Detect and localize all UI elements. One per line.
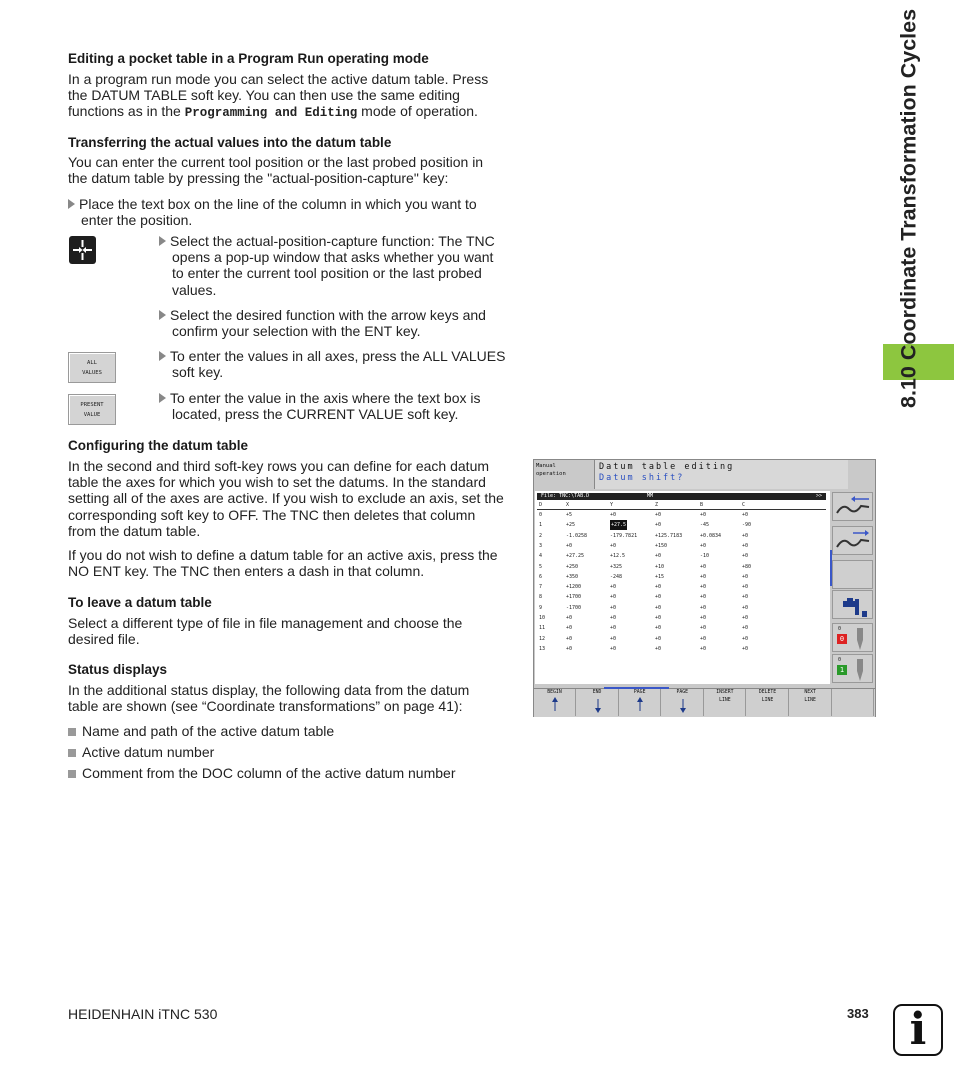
table-cell[interactable]: +0 — [566, 542, 573, 549]
table-cell[interactable]: +0 — [742, 512, 749, 518]
table-cell[interactable]: +0 — [700, 604, 707, 611]
table-cell[interactable]: -1700 — [566, 604, 582, 611]
table-cell[interactable]: +0 — [700, 512, 707, 518]
side-softkey-coolant[interactable] — [832, 590, 873, 619]
table-cell[interactable]: +0 — [655, 512, 662, 518]
table-row[interactable] — [537, 644, 826, 654]
arrow-bullet-icon — [159, 393, 166, 403]
table-cell[interactable]: +0 — [655, 604, 662, 611]
all-values-softkey[interactable]: ALL VALUES — [68, 352, 116, 383]
table-cell[interactable]: +0 — [610, 645, 617, 652]
table-cell[interactable]: +0 — [610, 604, 617, 611]
arrow-down-icon — [577, 697, 619, 713]
table-cell[interactable]: +0 — [742, 645, 749, 652]
table-cell[interactable]: +1700 — [566, 594, 582, 601]
table-cell[interactable]: +1200 — [566, 584, 582, 591]
bottom-softkey[interactable] — [832, 689, 874, 716]
paragraph-leave: Select a different type of file in file management and choose the desired file. — [68, 615, 463, 648]
info-icon: i — [893, 1004, 943, 1056]
table-cell[interactable]: +0 — [700, 625, 707, 632]
softkey-label: LINE — [804, 698, 816, 703]
list-item: Active datum number — [68, 744, 518, 760]
present-value-softkey[interactable]: PRESENT VALUE — [68, 394, 116, 425]
table-row[interactable] — [537, 520, 826, 530]
table-cell[interactable]: +0 — [610, 542, 617, 549]
list-item: Comment from the DOC column of the active datum number — [68, 765, 518, 781]
table-cell[interactable]: 13 — [539, 645, 546, 652]
square-bullet-icon — [68, 749, 76, 757]
heading-status-displays: Status displays — [68, 662, 168, 677]
table-cell[interactable]: +0 — [742, 594, 749, 601]
paragraph-configure: In the second and third soft-key rows you can define for each datum table the axes for which you wish to set the datums. In the standard setting all of the axes are active. If you wish to exclude an axis, set the corresponding soft key to OFF. The TNC then deletes that column from the datum table. — [68, 458, 504, 539]
table-cell[interactable]: +0 — [742, 625, 749, 632]
off-badge: 0 — [837, 634, 847, 644]
table-cell[interactable]: 1 — [539, 522, 543, 529]
table-cell[interactable]: +0 — [700, 615, 707, 621]
step-place-text-box: Place the text box on the line of the column in which you want to enter the position. — [68, 196, 518, 228]
footer-manual-name: HEIDENHAIN iTNC 530 — [68, 1006, 218, 1022]
table-cell[interactable]: 0 — [539, 512, 543, 518]
heading-edit-pocket-table: Editing a pocket table in a Program Run operating mode — [68, 51, 429, 66]
table-row[interactable] — [537, 634, 826, 644]
table-cell[interactable]: +0 — [655, 645, 662, 652]
column-header: D — [539, 502, 543, 508]
table-cell[interactable]: 9 — [539, 604, 543, 611]
coolant-tap-icon — [833, 591, 874, 620]
table-cell[interactable]: +0 — [610, 625, 617, 632]
heading-leave-datum-table: To leave a datum table — [68, 595, 212, 610]
column-header: X — [566, 502, 570, 508]
bottom-softkey[interactable] — [790, 689, 832, 716]
page-left-icon — [833, 493, 874, 522]
table-cell[interactable]: +0 — [655, 594, 662, 601]
table-cell[interactable]: +0 — [610, 512, 617, 518]
paragraph-program-run: In a program run mode you can select the active datum table. Press the DATUM TABLE soft key. You can then use the same editing functions as in the Programming and Editing mode of operation. — [68, 71, 489, 121]
table-cell[interactable]: +325 — [610, 563, 623, 570]
square-bullet-icon — [68, 770, 76, 778]
crosshair-icon — [69, 236, 96, 264]
table-cell[interactable]: +0 — [566, 635, 573, 642]
table-cell[interactable]: 3 — [539, 542, 543, 549]
table-cell[interactable]: +0 — [742, 542, 749, 549]
table-cell[interactable]: +0 — [610, 635, 617, 642]
table-cell[interactable]: 4 — [539, 553, 543, 560]
bottom-softkey[interactable] — [534, 689, 576, 716]
arrow-down-icon — [662, 697, 704, 713]
table-cell[interactable]: +0 — [610, 615, 617, 621]
softkey-label: PAGE — [633, 690, 646, 695]
softkey-label: INSERT — [716, 690, 734, 695]
table-cell[interactable]: +125.7183 — [655, 532, 683, 539]
table-cell[interactable]: +0 — [655, 584, 662, 591]
table-cell[interactable]: -248 — [610, 573, 623, 580]
table-cell[interactable]: +12.5 — [610, 553, 626, 560]
bottom-softkey-bar — [534, 688, 875, 717]
table-cell[interactable]: 12 — [539, 635, 546, 642]
table-cell[interactable]: +15 — [655, 573, 665, 580]
table-cell[interactable]: +0 — [655, 553, 662, 560]
arrow-up-icon — [619, 697, 661, 713]
softkey-label: END — [592, 690, 602, 695]
table-cell[interactable]: 8 — [539, 594, 543, 601]
table-cell[interactable]: +0 — [742, 584, 749, 591]
bottom-softkey[interactable] — [577, 689, 619, 716]
table-cell[interactable]: +0 — [742, 553, 749, 560]
table-header-row — [537, 501, 826, 510]
actual-position-capture-key[interactable] — [69, 236, 96, 264]
step-current-value: To enter the value in the axis where the text box is located, press the CURRENT VALUE soft key. — [159, 390, 519, 422]
table-cell[interactable]: +0 — [700, 584, 707, 591]
table-cell[interactable]: +150 — [655, 542, 668, 549]
table-cell[interactable]: +80 — [742, 563, 752, 570]
screen-mode-label: Manual operation — [536, 463, 566, 477]
table-cell[interactable]: +0 — [742, 604, 749, 611]
step-select-capture: Select the actual-position-capture function: The TNC opens a pop-up window that asks whether you want to enter the current tool position or the last probed values. — [159, 233, 519, 298]
table-cell[interactable]: +0 — [566, 615, 573, 621]
arrow-bullet-icon — [159, 236, 166, 246]
table-cell[interactable]: +0 — [610, 584, 617, 591]
table-cell[interactable]: +0 — [610, 594, 617, 601]
arrow-bullet-icon — [159, 310, 166, 320]
text-box-cursor[interactable]: +27.5 — [611, 522, 627, 529]
table-cell[interactable]: +0 — [700, 594, 707, 601]
bottom-softkey[interactable] — [619, 689, 661, 716]
bottom-softkey[interactable] — [662, 689, 704, 716]
column-header: Z — [655, 502, 659, 508]
column-header: Y — [610, 502, 614, 508]
square-bullet-icon — [68, 728, 76, 736]
table-row[interactable] — [537, 613, 826, 623]
table-cell[interactable]: +0 — [566, 625, 573, 632]
table-cell[interactable]: +0 — [742, 635, 749, 642]
table-cell[interactable]: -10 — [700, 553, 710, 560]
bottom-softkey[interactable] — [747, 689, 789, 716]
softkey-label: PAGE — [676, 690, 689, 695]
table-cell[interactable]: +0 — [742, 615, 749, 621]
side-softkeys — [832, 488, 874, 684]
table-cell[interactable]: 6 — [539, 573, 543, 580]
chapter-title: 8.10 Coordinate Transformation Cycles — [896, 8, 921, 408]
file-bar: File: TNC:\TAB.D MM >> — [537, 493, 826, 500]
softkey-label: BEGIN — [547, 690, 562, 695]
page-right-icon — [833, 527, 874, 556]
table-cell[interactable]: +350 — [566, 573, 579, 580]
table-cell[interactable]: +0.0834 — [700, 532, 722, 539]
paragraph-transfer: You can enter the current tool position or the last probed position in the datum table by pressing the "actual-position-capture" key: — [68, 154, 484, 187]
bottom-softkey[interactable] — [704, 689, 746, 716]
table-row[interactable] — [537, 603, 826, 613]
table-cell[interactable]: 11 — [539, 625, 546, 632]
table-cell[interactable]: +10 — [655, 563, 665, 570]
table-cell[interactable]: +0 — [655, 635, 662, 642]
side-softkey-spindle-on[interactable]: 0 1 — [832, 654, 873, 683]
side-softkey-page-right[interactable] — [832, 526, 873, 555]
table-cell[interactable]: 5 — [539, 563, 543, 570]
table-cell[interactable]: +0 — [700, 563, 707, 570]
table-cell[interactable]: +0 — [700, 573, 707, 580]
arrow-bullet-icon — [159, 351, 166, 361]
table-cell[interactable]: +0 — [700, 542, 707, 549]
table-row[interactable] — [537, 592, 826, 602]
table-cell[interactable]: 10 — [539, 615, 546, 621]
table-cell[interactable]: -45 — [700, 522, 710, 529]
arrow-bullet-icon — [68, 199, 75, 209]
table-cell[interactable]: +0 — [655, 615, 662, 621]
softkey-label: LINE — [761, 698, 774, 703]
on-badge: 1 — [837, 665, 847, 675]
table-cell[interactable]: +25 — [566, 522, 576, 529]
table-cell[interactable]: +0 — [566, 645, 573, 652]
side-softkey-spindle-off[interactable]: 0 0 — [832, 623, 873, 652]
table-cell[interactable]: +0 — [655, 522, 662, 529]
table-row[interactable] — [537, 582, 826, 592]
heading-transfer-actual-values: Transferring the actual values into the datum table — [68, 135, 392, 150]
table-cell[interactable]: +250 — [566, 563, 579, 570]
softkey-label: DELETE — [758, 690, 777, 695]
table-cell[interactable]: +0 — [742, 573, 749, 580]
column-header: C — [742, 502, 746, 508]
status-bullet-list — [68, 723, 518, 782]
table-cell[interactable]: +0 — [742, 532, 749, 539]
table-row[interactable] — [537, 510, 826, 520]
table-row[interactable] — [537, 623, 826, 633]
column-header: B — [700, 502, 704, 508]
table-row[interactable] — [537, 572, 826, 582]
paragraph-no-ent: If you do not wish to define a datum table for an active axis, press the NO ENT key. The TNC then enters a dash in that column. — [68, 547, 498, 580]
table-row[interactable] — [537, 551, 826, 561]
tnc-screen — [533, 459, 876, 717]
table-cell[interactable]: +0 — [700, 645, 707, 652]
table-cell[interactable]: +0 — [700, 635, 707, 642]
datum-table — [535, 491, 830, 684]
heading-configure-datum-table: Configuring the datum table — [68, 438, 248, 453]
softkey-label: NEXT — [804, 690, 816, 695]
table-cell[interactable]: 2 — [539, 532, 543, 539]
list-item: Name and path of the active datum table — [68, 723, 518, 739]
table-row[interactable] — [537, 531, 826, 541]
step-select-function: Select the desired function with the arrow keys and confirm your selection with the ENT key. — [159, 307, 519, 339]
table-cell[interactable]: -90 — [742, 522, 752, 529]
table-cell[interactable]: 7 — [539, 584, 543, 591]
table-row[interactable] — [537, 562, 826, 572]
arrow-up-icon — [534, 697, 576, 713]
table-cell[interactable]: -1.0258 — [566, 532, 588, 539]
page-number: 383 — [847, 1006, 869, 1021]
table-cell[interactable]: -179.7821 — [610, 532, 638, 539]
screen-title: Datum table editing Datum shift? — [594, 460, 848, 489]
side-softkey-empty[interactable] — [832, 560, 873, 589]
table-row[interactable] — [537, 541, 826, 551]
paragraph-status: In the additional status display, the following data from the datum table are shown (see “Coordinate transformations” on page 41): — [68, 682, 470, 715]
table-cell[interactable]: +5 — [566, 512, 573, 518]
step-all-values: To enter the values in all axes, press the ALL VALUES soft key. — [159, 348, 519, 380]
side-softkey-page-left[interactable] — [832, 492, 873, 521]
table-cell[interactable]: +0 — [655, 625, 662, 632]
table-cell[interactable]: +27.25 — [566, 553, 585, 560]
softkey-label: LINE — [719, 698, 731, 703]
